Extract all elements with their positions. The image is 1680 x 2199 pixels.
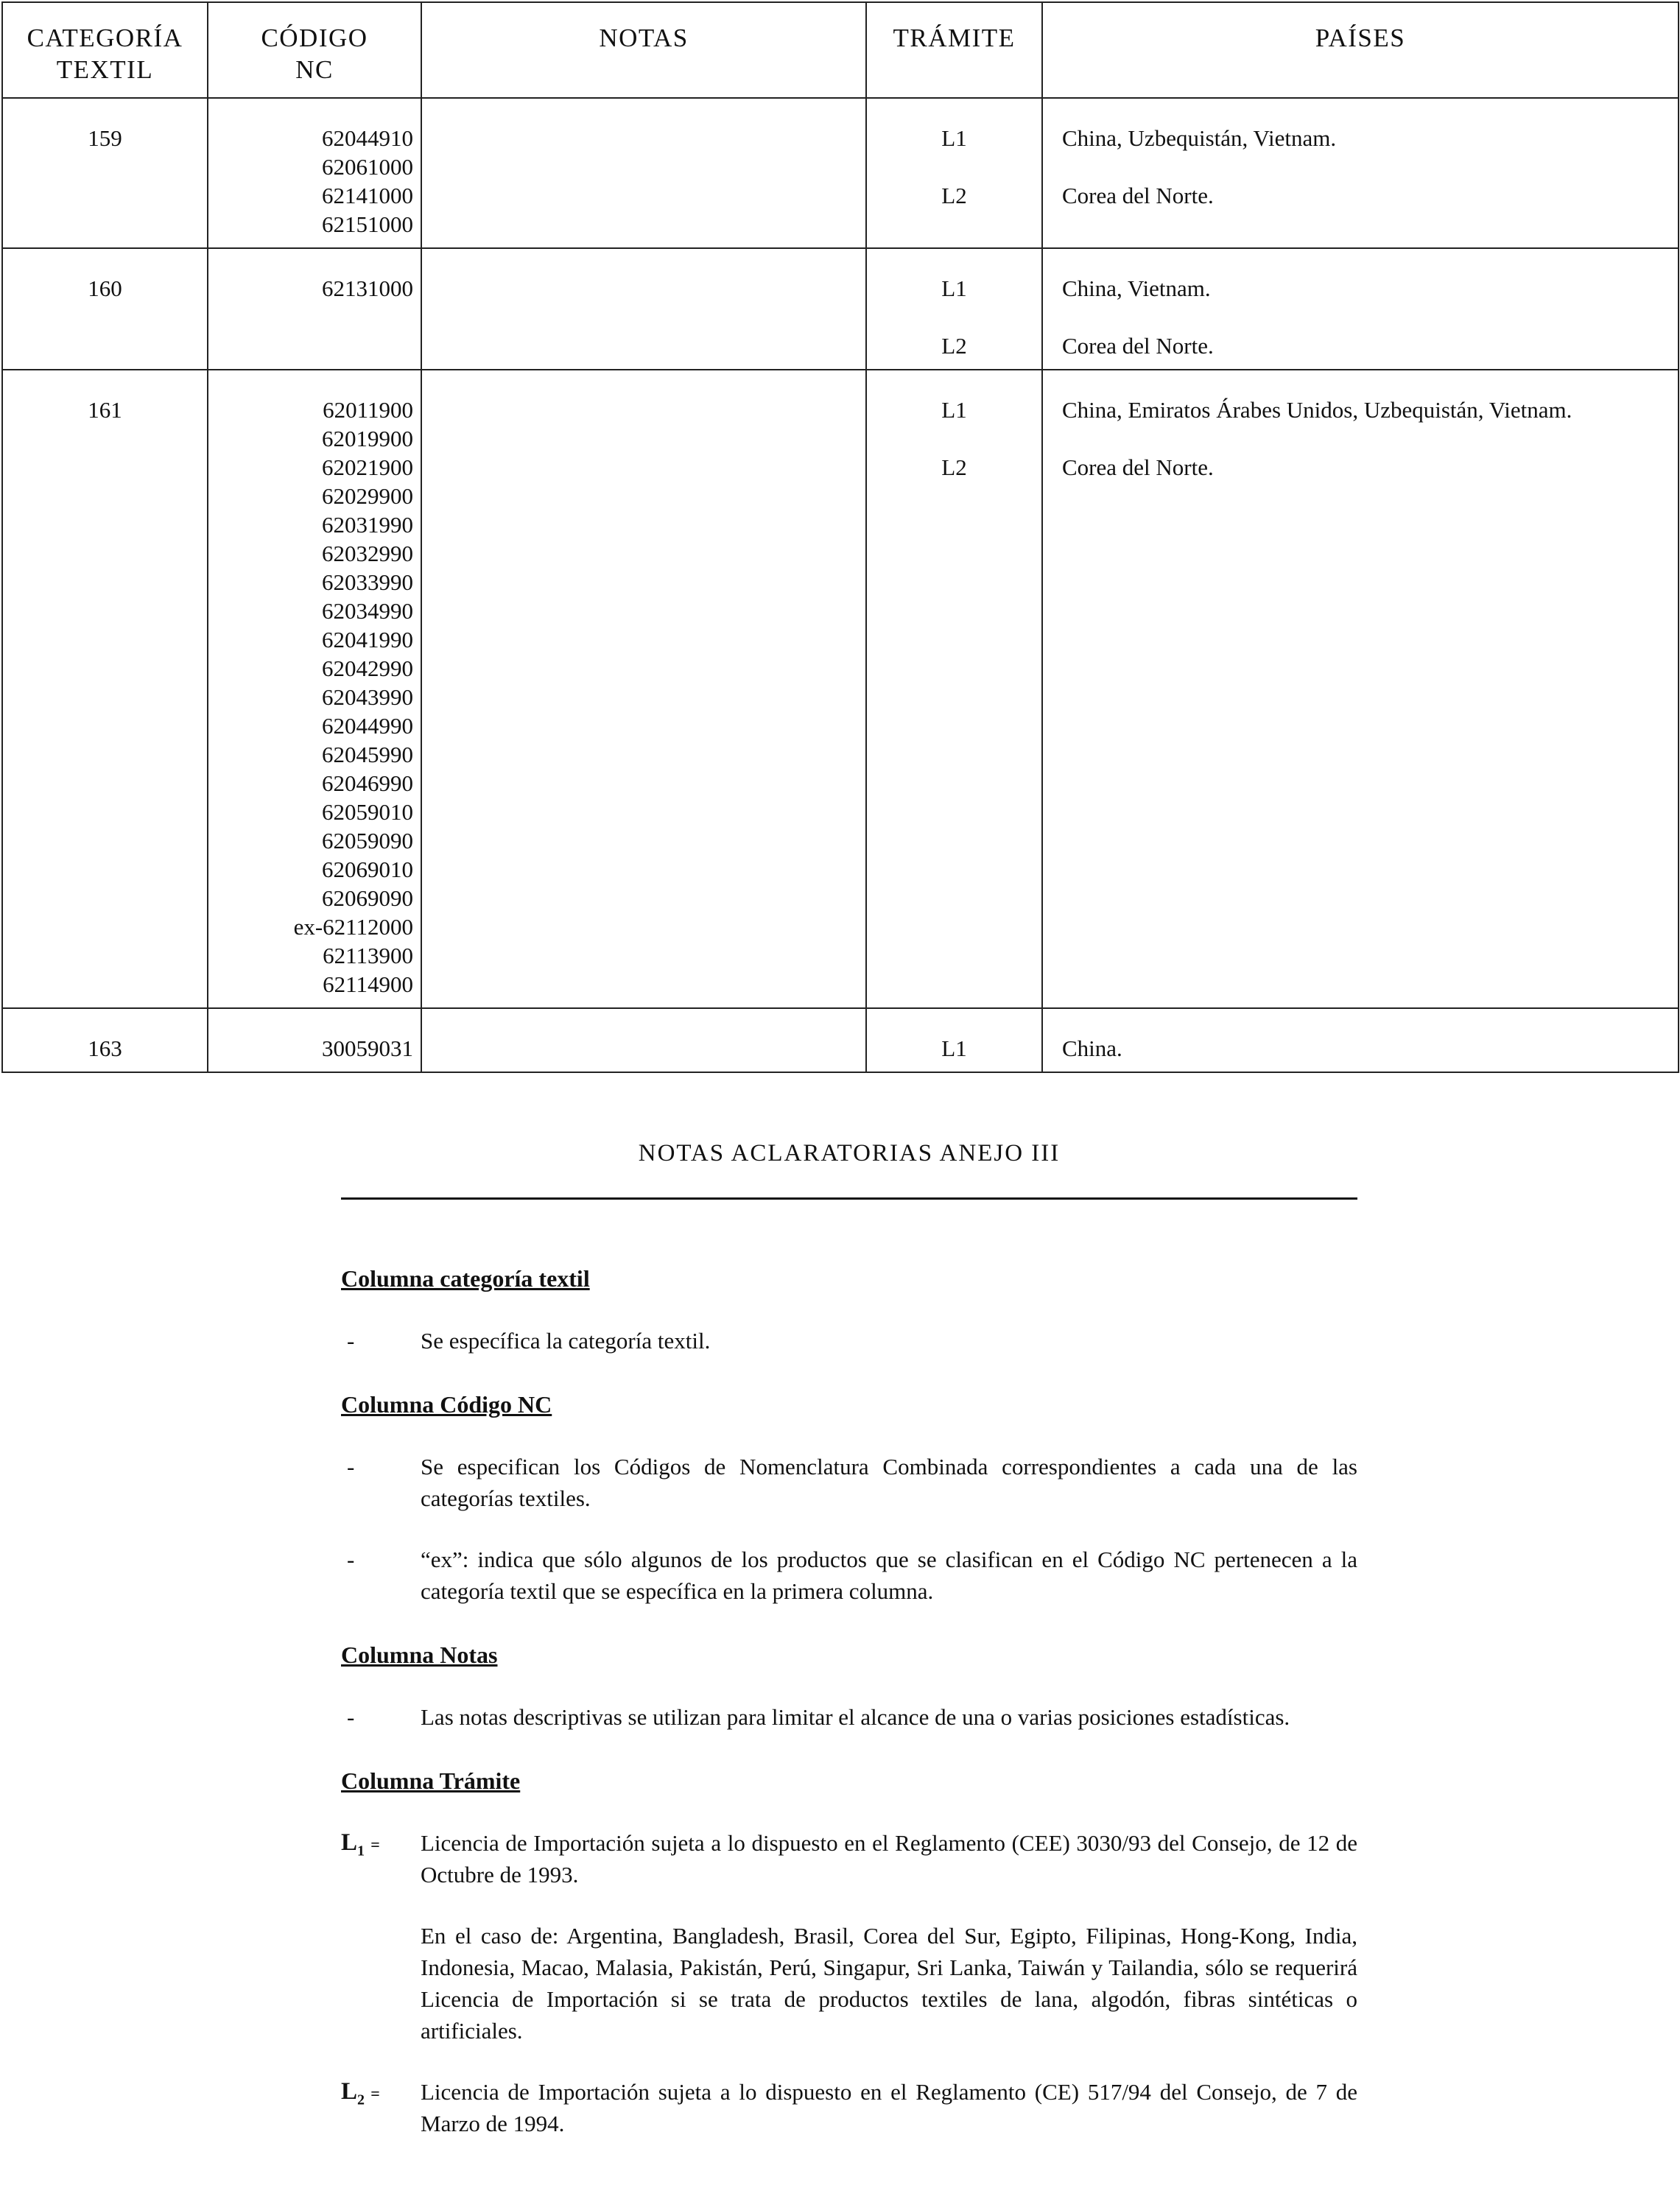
tramite-item: L1 [941, 275, 967, 301]
bullet-dash: - [347, 1454, 355, 1480]
licence-l2-label [341, 2076, 380, 2117]
cell-tramite [866, 248, 1042, 370]
bullet-dash: - [347, 1328, 355, 1354]
tramite-item: L1 [941, 397, 967, 423]
note-text: Se específica la categoría textil. [421, 1328, 711, 1354]
licence-l2-text: Licencia de Importación sujeta a lo dispuesto en el Reglamento (CE) 517/94 del Consejo, de 7 de Marzo de 1994. [421, 2079, 1357, 2136]
cell-categoria: 160 [2, 248, 208, 370]
header-codigo [208, 2, 421, 98]
table-row [2, 1008, 1679, 1072]
code-item: 62141000 [322, 183, 413, 208]
note-item [341, 1451, 1357, 1514]
note-text: Se especifican los Códigos de Nomenclatura Combinada correspondientes a cada una de las categorías textiles. [421, 1454, 1357, 1511]
textile-table [1, 1, 1679, 1073]
table-body [2, 98, 1679, 1072]
section-heading-tramite: Columna Trámite [341, 1767, 521, 1794]
code-item: 62151000 [322, 211, 413, 237]
code-item: 62042990 [322, 655, 413, 681]
table-row [2, 370, 1679, 1008]
licence-letter: L [341, 1829, 358, 1856]
header-notas: NOTAS [421, 2, 866, 98]
bullet-dash: - [347, 1704, 355, 1730]
table-header-row [2, 2, 1679, 98]
notes-title: NOTAS ACLARATORIAS ANEJO III [341, 1138, 1357, 1200]
cell-paises [1042, 248, 1679, 370]
code-list [266, 274, 413, 303]
cell-codigos [208, 1008, 421, 1072]
tramite-item: L1 [941, 125, 967, 151]
code-list [266, 1034, 413, 1063]
cell-notas [421, 1008, 866, 1072]
code-item: 62029900 [322, 483, 413, 509]
code-item: 62044990 [322, 713, 413, 739]
pais-item: China, Uzbequistán, Vietnam. [1062, 125, 1337, 151]
header-paises: PAÍSES [1042, 2, 1679, 98]
cell-categoria: 159 [2, 98, 208, 248]
cell-tramite [866, 370, 1042, 1008]
tramite-item: L1 [941, 1035, 967, 1061]
licence-subscript: 2 [357, 2091, 365, 2108]
licence-l1-extra: En el caso de: Argentina, Bangladesh, Brasil, Corea del Sur, Egipto, Filipinas, Hong-Kong, India, Indonesia, Macao, Malasia, Pakistán, Perú, Singapur, Sri Lanka, Taiwán y Tailandia, sólo se requerirá Licencia de Importación si se trata de productos textiles de lana, algodón, fibras sintéticas o artificiales. [421, 1923, 1357, 2044]
code-item: 62044910 [322, 125, 413, 151]
pais-item: China. [1062, 1035, 1122, 1061]
licence-subscript: 1 [357, 1843, 365, 1860]
licence-l1-label [341, 1827, 380, 1868]
cell-paises [1042, 370, 1679, 1008]
licence-l1-text: Licencia de Importación sujeta a lo dispuesto en el Reglamento (CEE) 3030/93 del Consejo, de 12 de Octubre de 1993. [421, 1830, 1357, 1887]
code-list [266, 124, 413, 239]
cell-paises [1042, 1008, 1679, 1072]
code-item: 62034990 [322, 598, 413, 624]
cell-codigos [208, 248, 421, 370]
code-item: 62011900 [323, 397, 413, 423]
code-item: ex-62112000 [293, 914, 413, 940]
cell-notas [421, 248, 866, 370]
cell-notas [421, 98, 866, 248]
bullet-dash: - [347, 1547, 355, 1572]
tramite-item: L2 [941, 183, 967, 208]
cell-codigos [208, 370, 421, 1008]
code-item: 62131000 [322, 275, 413, 301]
note-item [341, 1701, 1357, 1733]
code-item: 62069090 [322, 885, 413, 911]
section-heading-codigo: Columna Código NC [341, 1391, 552, 1418]
code-item: 62031990 [322, 512, 413, 538]
code-item: 62059010 [322, 799, 413, 825]
section-heading-notas: Columna Notas [341, 1642, 498, 1668]
note-text: “ex”: indica que sólo algunos de los productos que se clasifican en el Código NC pertenecen a la categoría textil que se específica en la primera columna. [421, 1547, 1357, 1604]
code-item: 62046990 [322, 770, 413, 796]
cell-tramite [866, 1008, 1042, 1072]
pais-item: Corea del Norte. [1062, 454, 1214, 480]
code-item: 62033990 [322, 569, 413, 595]
code-item: 30059031 [322, 1035, 413, 1061]
header-categoria [2, 2, 208, 98]
tramite-item: L2 [941, 454, 967, 480]
licence-equals: = [370, 1835, 380, 1854]
code-item: 62019900 [322, 426, 413, 451]
header-categoria-line1: CATEGORÍA [27, 24, 183, 52]
pais-item: Corea del Norte. [1062, 333, 1214, 359]
code-item: 62114900 [323, 971, 413, 997]
code-item: 62043990 [322, 684, 413, 710]
code-item: 62032990 [322, 541, 413, 566]
header-tramite: TRÁMITE [866, 2, 1042, 98]
table-row [2, 98, 1679, 248]
section-heading-categoria: Columna categoría textil [341, 1265, 590, 1292]
cell-paises [1042, 98, 1679, 248]
code-list [266, 395, 413, 999]
pais-item: Corea del Norte. [1062, 183, 1214, 208]
note-item [341, 1325, 1357, 1357]
cell-codigos [208, 98, 421, 248]
code-item: 62041990 [322, 627, 413, 652]
code-item: 62061000 [322, 154, 413, 180]
notes-section [341, 1138, 1357, 2139]
code-item: 62069010 [322, 856, 413, 882]
cell-notas [421, 370, 866, 1008]
cell-categoria: 163 [2, 1008, 208, 1072]
licence-l2 [341, 2076, 1357, 2139]
cell-categoria: 161 [2, 370, 208, 1008]
header-codigo-line1: CÓDIGO [261, 24, 368, 52]
pais-item: China, Vietnam. [1062, 275, 1211, 301]
licence-equals: = [370, 2084, 380, 2103]
table-row [2, 248, 1679, 370]
pais-item: China, Emiratos Árabes Unidos, Uzbequistán, Vietnam. [1062, 397, 1572, 423]
cell-tramite [866, 98, 1042, 248]
note-item [341, 1544, 1357, 1607]
header-codigo-line2: NC [295, 55, 334, 84]
code-item: 62021900 [322, 454, 413, 480]
note-text: Las notas descriptivas se utilizan para limitar el alcance de una o varias posiciones estadísticas. [421, 1704, 1290, 1730]
code-item: 62045990 [322, 742, 413, 767]
header-categoria-line2: TEXTIL [56, 55, 154, 84]
code-item: 62059090 [322, 828, 413, 854]
code-item: 62113900 [323, 943, 413, 968]
licence-l1 [341, 1827, 1357, 1890]
licence-letter: L [341, 2078, 358, 2105]
tramite-item: L2 [941, 333, 967, 359]
